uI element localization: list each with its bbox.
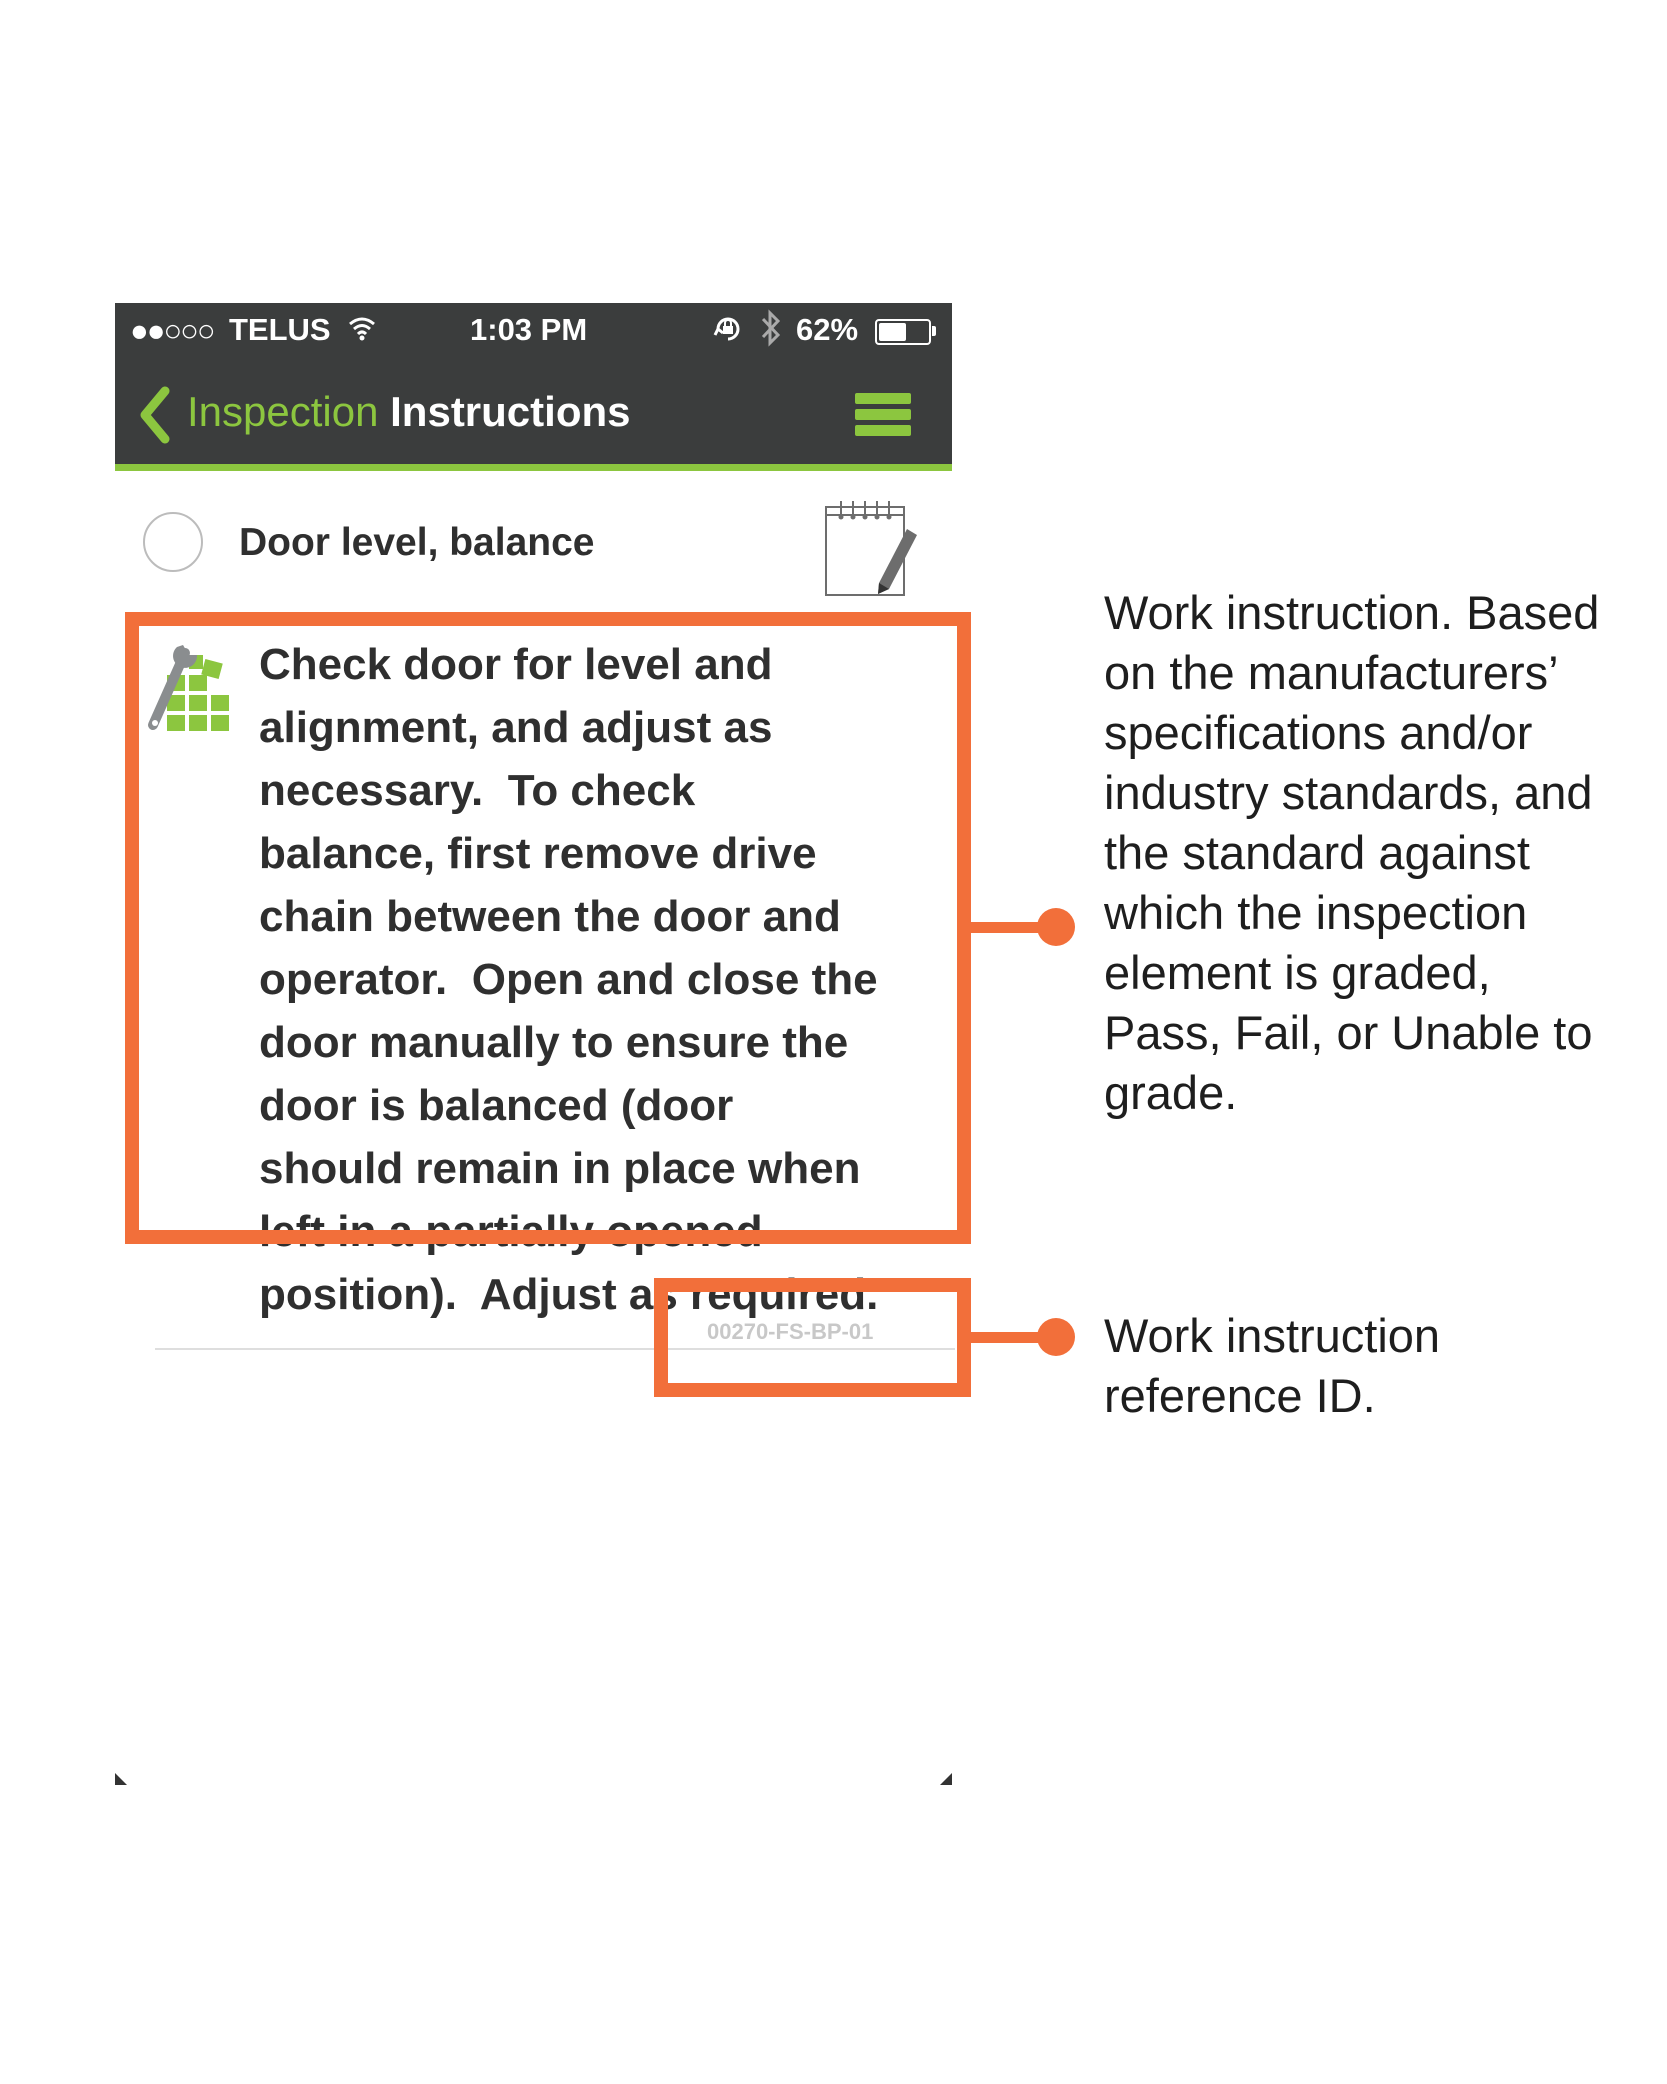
battery-percent: 62% [796,312,859,347]
wifi-icon [347,313,377,351]
bluetooth-icon [760,309,782,355]
battery-tip [932,326,936,336]
menu-line [855,425,911,436]
reference-id: 00270-FS-BP-01 [707,1319,874,1344]
menu-line [855,409,911,420]
instruction-callout-dot [1037,908,1075,946]
menu-line [855,393,911,404]
corner-mark-left [115,1773,129,1787]
hamburger-menu-icon[interactable] [855,393,911,437]
battery-icon [875,319,931,345]
instruction-annotation: Work instruction. Based on the manufacturers’ specifications and/or industry standards, and the standard against which the inspection element is graded, Pass, Fail, or Unable to grade. [1104,586,1600,1119]
status-bar [115,303,952,357]
item-status-radio[interactable] [143,512,203,572]
reference-callout-box [654,1278,971,1397]
work-instruction-text: Check door for level and alignment, and adjust as necessary. To check balance, first remove drive chain between the door and operator. Open and close the door manually to ensure the door is balanced (door should remain in place when left in a partially opened position). Adjust as required. [259,640,879,1319]
carrier-name: TELUS [229,312,331,347]
nav-title [187,388,631,436]
status-time: 1:03 PM [470,312,588,347]
back-chevron-icon[interactable] [135,385,175,445]
inspection-item-row [115,471,952,599]
corner-mark-right [938,1773,952,1787]
signal-icon: ●●○○○ [130,313,214,348]
rotation-lock-icon [712,313,744,353]
screen-title: Instructions [390,388,631,435]
reference-callout-dot [1037,1318,1075,1356]
reference-annotation: Work instruction reference ID. [1104,1309,1441,1422]
nav-bar [115,357,952,471]
notepad-pencil-icon[interactable] [821,499,921,599]
instruction-callout-box [125,612,971,1244]
back-button-label[interactable]: Inspection [187,388,379,435]
battery-fill [879,323,906,341]
item-title: Door level, balance [239,521,595,564]
